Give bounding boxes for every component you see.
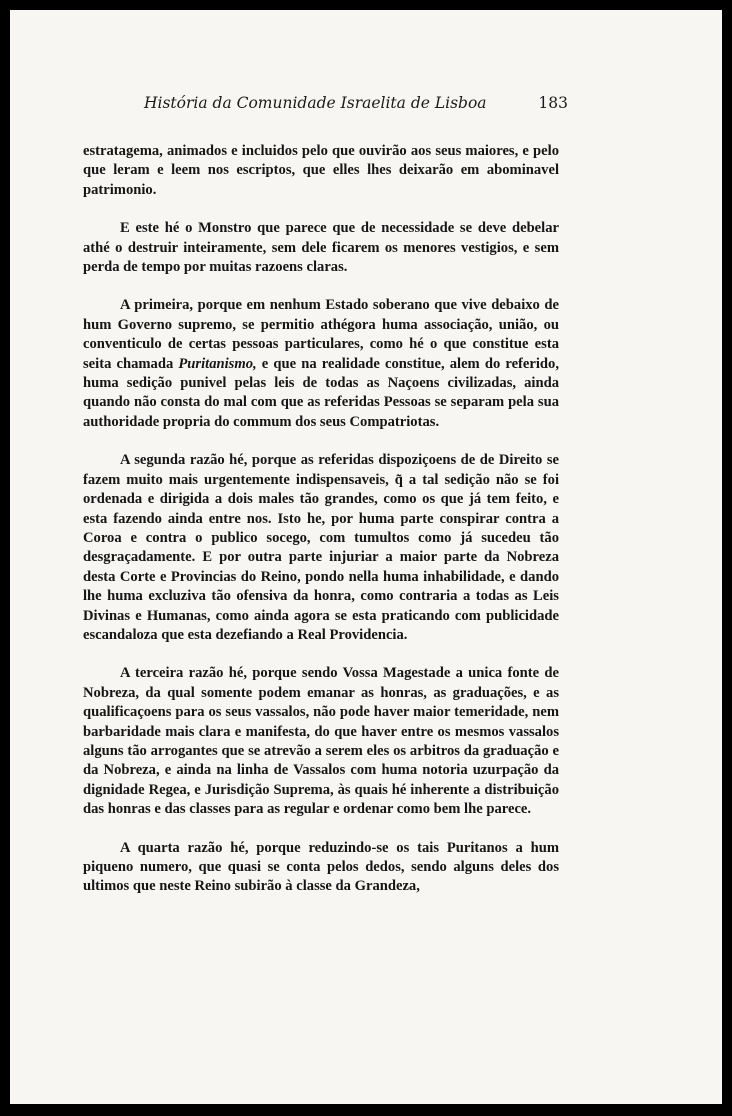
paragraph-1: estratagema, animados e incluidos pelo que ouvirão aos seus maiores, e pelo que leram e leem nos escriptos, que elles lhes deixarão em abominavel patrimonio. [83,143,559,198]
running-title: História da Comunidade Israelita de Lisboa [144,94,487,112]
paragraph-5: A terceira razão hé, porque sendo Vossa Magestade a unica fonte de Nobreza, da qual somente podem emanar as honras, as graduações, e as qualificaçoens para os seus vassalos, não pode haver maior temeridade, nem barbaridade mais clara e manifesta, do que haver entre os mesmos vassalos alguns tão arrogantes que se atrevão a serem eles os arbitros da graduação e da Nobreza, e ainda na linha de Vassalos com huma notoria uzurpação da dignidade Regea, e Jurisdição Suprema, às quais hé inherente a distribuição das honras e das classes para as regular e ordenar como bem lhe parece. [83,665,559,818]
paragraph-3 [83,296,559,432]
paragraph-6: A quarta razão hé, porque reduzindo-se os tais Puritanos a hum piqueno numero, que quasi se conta pelos dedos, sendo alguns deles dos ultimos que neste Reino subirão à classe da Grandeza, [83,839,559,895]
paragraph-2: E este hé o Monstro que parece que de necessidade se deve debelar athé o destruir inteiramente, sem dele ficarem os menores vestigios, e sem perda de tempo por muitas razoens claras. [83,220,559,276]
page-number: 183 [538,94,568,112]
paragraph-4: A segunda razão hé, porque as referidas dispoziçoens de de Direito se fazem muito mais urgentemente indispensaveis, q̃ a tal sedição não se foi ordenada e dirigida a dois males tão grandes, como os que já tem feito, e esta fazendo ainda entre nos. Isto he, por huma parte conspirar contra a Coroa e contra o publico socego, com tumultos como já sucedeu tão desgraçadamente. E por outra parte injuriar a maior parte da Nobreza desta Corte e Provincias do Reino, pondo nella huma inhabilidade, e dando lhe huma excluziva tão ofensiva da honra, como contraria a todas as Leis Divinas e Humanas, como ainda agora se esta praticando com publicidade escandaloza que esta dezefiando a Real Providencia. [83,452,559,643]
puritanismo-term: Puritanismo, [178,355,257,372]
paragraph-3-before: A primeira, porque em nenhum Estado soberano que vive debaixo de hum Governo supremo, se permitio athégora huma associação, união, ou conventiculo de certas pessoas particulares, como hé o que constitue esta seita chamada [83,297,559,372]
book-page [10,10,722,1104]
page-header [82,94,568,116]
body-text [83,142,559,916]
paragraph-3-after: e que na realidade constitue, alem do referido, huma sedição punivel pelas leis de todas as Naçoens civilizadas, ainda quando não consta do mal com que as referidas Pessoas se separam pela sua authoridade propria do commum dos seus Compatriotas. [83,355,559,430]
